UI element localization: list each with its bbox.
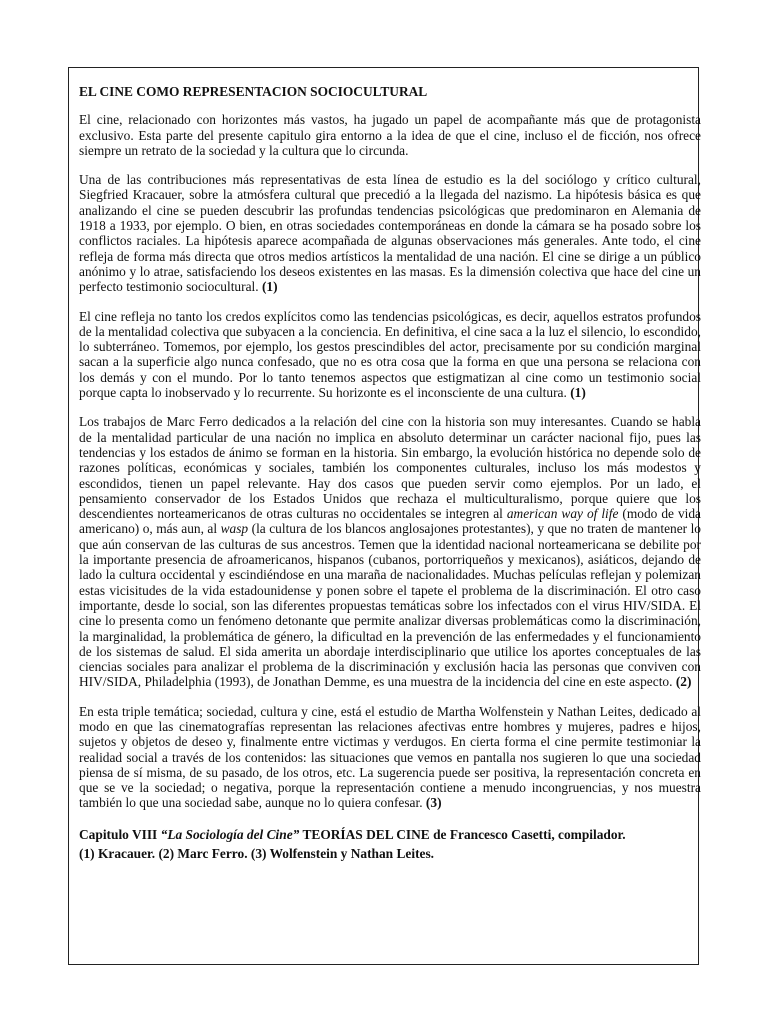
body-paragraph — [79, 172, 701, 294]
paragraph-text: El cine refleja no tanto los credos explícitos como las tendencias psicológicas, es decir, aquellos estratos profundos de la mentalidad colectiva que subyacen a la conciencia. En definitiva, el cine saca a la luz el silencio, lo escondido, lo subterráneo. Tomemos, por ejemplo, los gestos prescindibles del actor, precisamente por su condición marginal sacan a la superficie algo nunca confesado, que no es otra cosa que la forma en que una persona se relaciona con los demás y con el mundo. Por lo tanto tenemos aspectos que estigmatizan al cine como un testimonio social porque capta lo inobservado y lo recurrente. Su horizonte es el inconsciente de una cultura. — [79, 308, 701, 401]
citation-reference: (2) — [675, 674, 692, 690]
paragraph-list — [79, 112, 701, 810]
document-title: EL CINE COMO REPRESENTACION SOCIOCULTURAL — [79, 84, 428, 99]
italic-term: wasp — [220, 521, 249, 537]
document-footer — [79, 825, 701, 863]
paragraph-text: En esta triple temática; sociedad, cultura y cine, está el estudio de Martha Wolfenstein y Nathan Leites, dedicado al modo en que las cinematografías representan las relaciones afectivas entre hombres y mujeres, padres e hijos, sujetos y objetos de deseo y, finalmente entre victimas y verdugos. En cierta forma el cine permite testimoniar la realidad social a través de los contenidos: las situaciones que vemos en pantalla nos sugieren lo que una sociedad piensa de sí misma, de su pasado, de los otros, etc. La sugerencia puede ser positiva, la representación concreta en que se ve la sociedad; o negativa, porque la representación contiene a menudo incongruencias, y nos muestra también lo que una sociedad sabe, aunque no lo quiera confesar. — [79, 703, 701, 811]
citation-reference: (3) — [425, 795, 442, 811]
chapter-label: Capitulo VIII — [79, 826, 161, 842]
paragraph-text: Una de las contribuciones más representativas de esta línea de estudio es la del sociólogo y crítico cultural, Siegfried Kracauer, sobre la atmósfera cultural que precedió a la llegada del nazismo. La hipótesis básica es que analizando el cine se pueden descubrir las profundas tendencias psicológicas que predominaron en Alemania de 1918 a 1933, por ejemplo. O bien, en otras sociedades contemporáneas en donde la cámara se ha posado sobre los conflictos raciales. La hipótesis aparece acompañada de algunas observaciones más generales. Ante todo, el cine refleja de forma más directa que otros medios artísticos la mentalidad de una nación. El cine se dirige a un público anónimo y lo atrae, satisfaciendo los deseos existentes en las masas. Es la dimensión colectiva que hace del cine un perfecto testimonio sociocultural. — [79, 172, 701, 295]
paragraph-text: El cine, relacionado con horizontes más vastos, ha jugado un papel de acompañante más que de protagonista exclusivo. Esta parte del presente capitulo gira entorno a la idea de que el cine, incluso el de ficción, nos ofrece siempre un retrato de la sociedad y la cultura que lo circunda. — [79, 112, 701, 158]
chapter-title: “La Sociología del Cine” — [160, 826, 300, 842]
source-citation — [79, 825, 701, 844]
citation-reference: (1) — [261, 279, 278, 295]
body-paragraph — [79, 112, 701, 158]
body-paragraph — [79, 309, 701, 401]
body-paragraph — [79, 414, 701, 689]
book-reference: TEORÍAS DEL CINE de Francesco Casetti, compilador. — [299, 826, 626, 842]
document-body — [79, 84, 701, 863]
body-paragraph — [79, 704, 701, 811]
paragraph-text: Los trabajos de Marc Ferro dedicados a la relación del cine con la historia son muy interesantes. Cuando se habla de la mentalidad particular de una nación no implica en absoluto determinar un carácter nacional fijo, pues las tendencias y los estados de ánimo se forman en la historia. Sin embargo, la evolución histórica no depende solo de razones políticas, económicas y sociales, también los componentes culturales, incluso los más modestos y escondidos, tienen un papel relevante. Hay dos casos que pueden servir como ejemplos. Por un lado, el pensamiento conservador de los Estados Unidos que rechaza el multiculturalismo, porque quiere que los descendientes norteamericanos de otras culturas no occidentales se integren al — [79, 414, 701, 522]
italic-term: american way of life — [506, 506, 619, 522]
paragraph-text: (modo de vida americano) o, más aun, al — [79, 506, 701, 537]
citation-reference: (1) — [570, 385, 586, 401]
paragraph-text: (la cultura de los blancos anglosajones protestantes), y que no traten de mantener lo que aún conservan de las culturas de sus ancestros. Temen que la identidad nacional norteamericana se debilite por la importante presencia de afroamericanos, hispanos (cubanos, portorriqueños y mexicanos), asiáticos, dejando de lado la cultura occidental y escindiéndose en una maraña de nacionalidades. Muchas películas reflejan y polemizan estas vicisitudes de la vida estadounidense y ponen sobre el tapete el problema de la discriminación. El otro caso importante, desde lo social, son las diferentes propuestas temáticas sobre los infectados con el virus HIV/SIDA. El cine lo presenta como un fenómeno detonante que permite analizar diversas problemáticas como la discriminación, la marginalidad, la problemática de género, la dificultad en la prevención de las enfermedades y el funcionamiento de los sistemas de salud. El sida amerita un abordaje interdisciplinario que utilice los aportes conceptuales de las ciencias sociales para analizar el problema de la discriminación y exclusión hacia las personas que conviven con HIV/SIDA, Philadelphia (1993), de Jonathan Demme, es una muestra de la incidencia del cine en este aspecto. — [79, 521, 702, 690]
reference-key: (1) Kracauer. (2) Marc Ferro. (3) Wolfenstein y Nathan Leites. — [79, 845, 435, 861]
